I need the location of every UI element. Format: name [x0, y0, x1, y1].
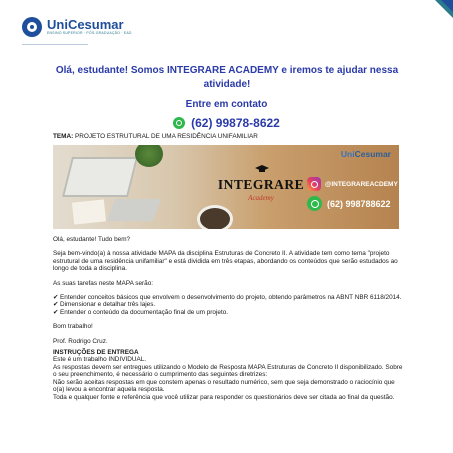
signature: Prof. Rodrigo Cruz.	[53, 337, 108, 345]
corner-decoration	[413, 0, 453, 40]
instruction-line: Este é um trabalho INDIVIDUAL.	[53, 356, 147, 364]
checkmark-icon: ✔	[53, 301, 59, 309]
logo-mark-icon	[22, 17, 42, 37]
plant-illustration	[135, 145, 163, 167]
tema-text: PROJETO ESTRUTURAL DE UMA RESIDÊNCIA UNIFAMILIAR	[75, 133, 258, 140]
unicesumar-logo	[22, 17, 132, 37]
instruction-line: Não serão aceitas respostas em que constem apenas o resultado numérico, sem que seja demonstrado o raciocínio que o(a) levou a encontrar aquela resposta.	[53, 378, 395, 394]
phone-number: (62) 99878-8622	[191, 116, 280, 130]
whatsapp-number: (62) 998788622	[327, 198, 391, 209]
laptop-illustration	[62, 157, 138, 197]
contact-label: Entre em contato	[185, 99, 268, 110]
instagram-contact	[307, 177, 398, 191]
instruction-line: As respostas devem ser entregues utilizando o Modelo de Resposta MAPA Estruturas de Concreto II disponibilizado. Sobre o seu preenchimento, é necessário o cumprimento das seguintes diretrizes:	[53, 363, 403, 379]
task-item: ✔ Entender conceitos básicos que envolvem o desenvolvimento do projeto, obtendo parâmetros na ABNT NBR 6118/2014.	[53, 294, 402, 302]
tema-line	[53, 133, 258, 140]
phone-row	[0, 116, 453, 130]
task-item: ✔ Entender o conteúdo da documentação final de um projeto.	[53, 308, 229, 316]
whatsapp-contact	[307, 196, 391, 211]
farewell: Bom trabalho!	[53, 323, 93, 331]
logo-subtitle: ENSINO SUPERIOR · PÓS-GRADUAÇÃO · EAD	[47, 31, 132, 35]
header-rule	[22, 44, 88, 45]
banner-logo-cesumar: Cesumar	[354, 149, 391, 159]
logo-name: UniCesumar	[47, 17, 124, 32]
banner-logo-uni: Uni	[340, 149, 355, 159]
instagram-handle: @INTEGRAREACDEMY	[325, 180, 398, 188]
brand-subtitle: Academy	[248, 194, 274, 202]
instruction-line: Toda e qualquer fonte e referência que você utilizar para responder os questionários deve ser citada ao final da questão.	[53, 393, 395, 401]
coffee-cup-illustration	[197, 205, 233, 229]
tema-label: TEMA:	[53, 133, 74, 140]
instructions-title: INSTRUÇÕES DE ENTREGA	[53, 349, 139, 357]
instagram-icon	[307, 177, 321, 191]
keyboard-illustration	[107, 199, 161, 221]
whatsapp-icon	[173, 117, 185, 129]
checkmark-icon: ✔	[53, 308, 59, 316]
promo-headline: Olá, estudante! Somos INTEGRARE ACADEMY e iremos te ajudar nessa atividade!	[55, 65, 399, 90]
tasks-heading: As suas tarefas neste MAPA serão:	[53, 279, 154, 287]
graduation-cap-icon	[255, 165, 269, 173]
document-body	[53, 236, 405, 401]
checkmark-icon: ✔	[53, 294, 59, 302]
task-item: ✔ Dimensionar e detalhar três lajes.	[53, 301, 156, 309]
integrare-brand	[216, 177, 306, 202]
notes-illustration	[72, 199, 106, 224]
brand-name: INTEGRARE	[217, 177, 305, 192]
intro-paragraph: Seja bem-vindo(a) à nossa atividade MAPA da disciplina Estruturas de Concreto II. A atividade tem como tema "projeto estrutural de uma residência unifamiliar" e está dividida em três etapas, abordando os conteúdos que serão estudados ao longo de toda a disciplina.	[53, 250, 398, 273]
greeting: Olá, estudante! Tudo bem?	[53, 236, 131, 243]
integrare-banner	[53, 145, 399, 229]
whatsapp-icon	[307, 196, 322, 211]
banner-unicesumar-logo	[341, 149, 391, 159]
